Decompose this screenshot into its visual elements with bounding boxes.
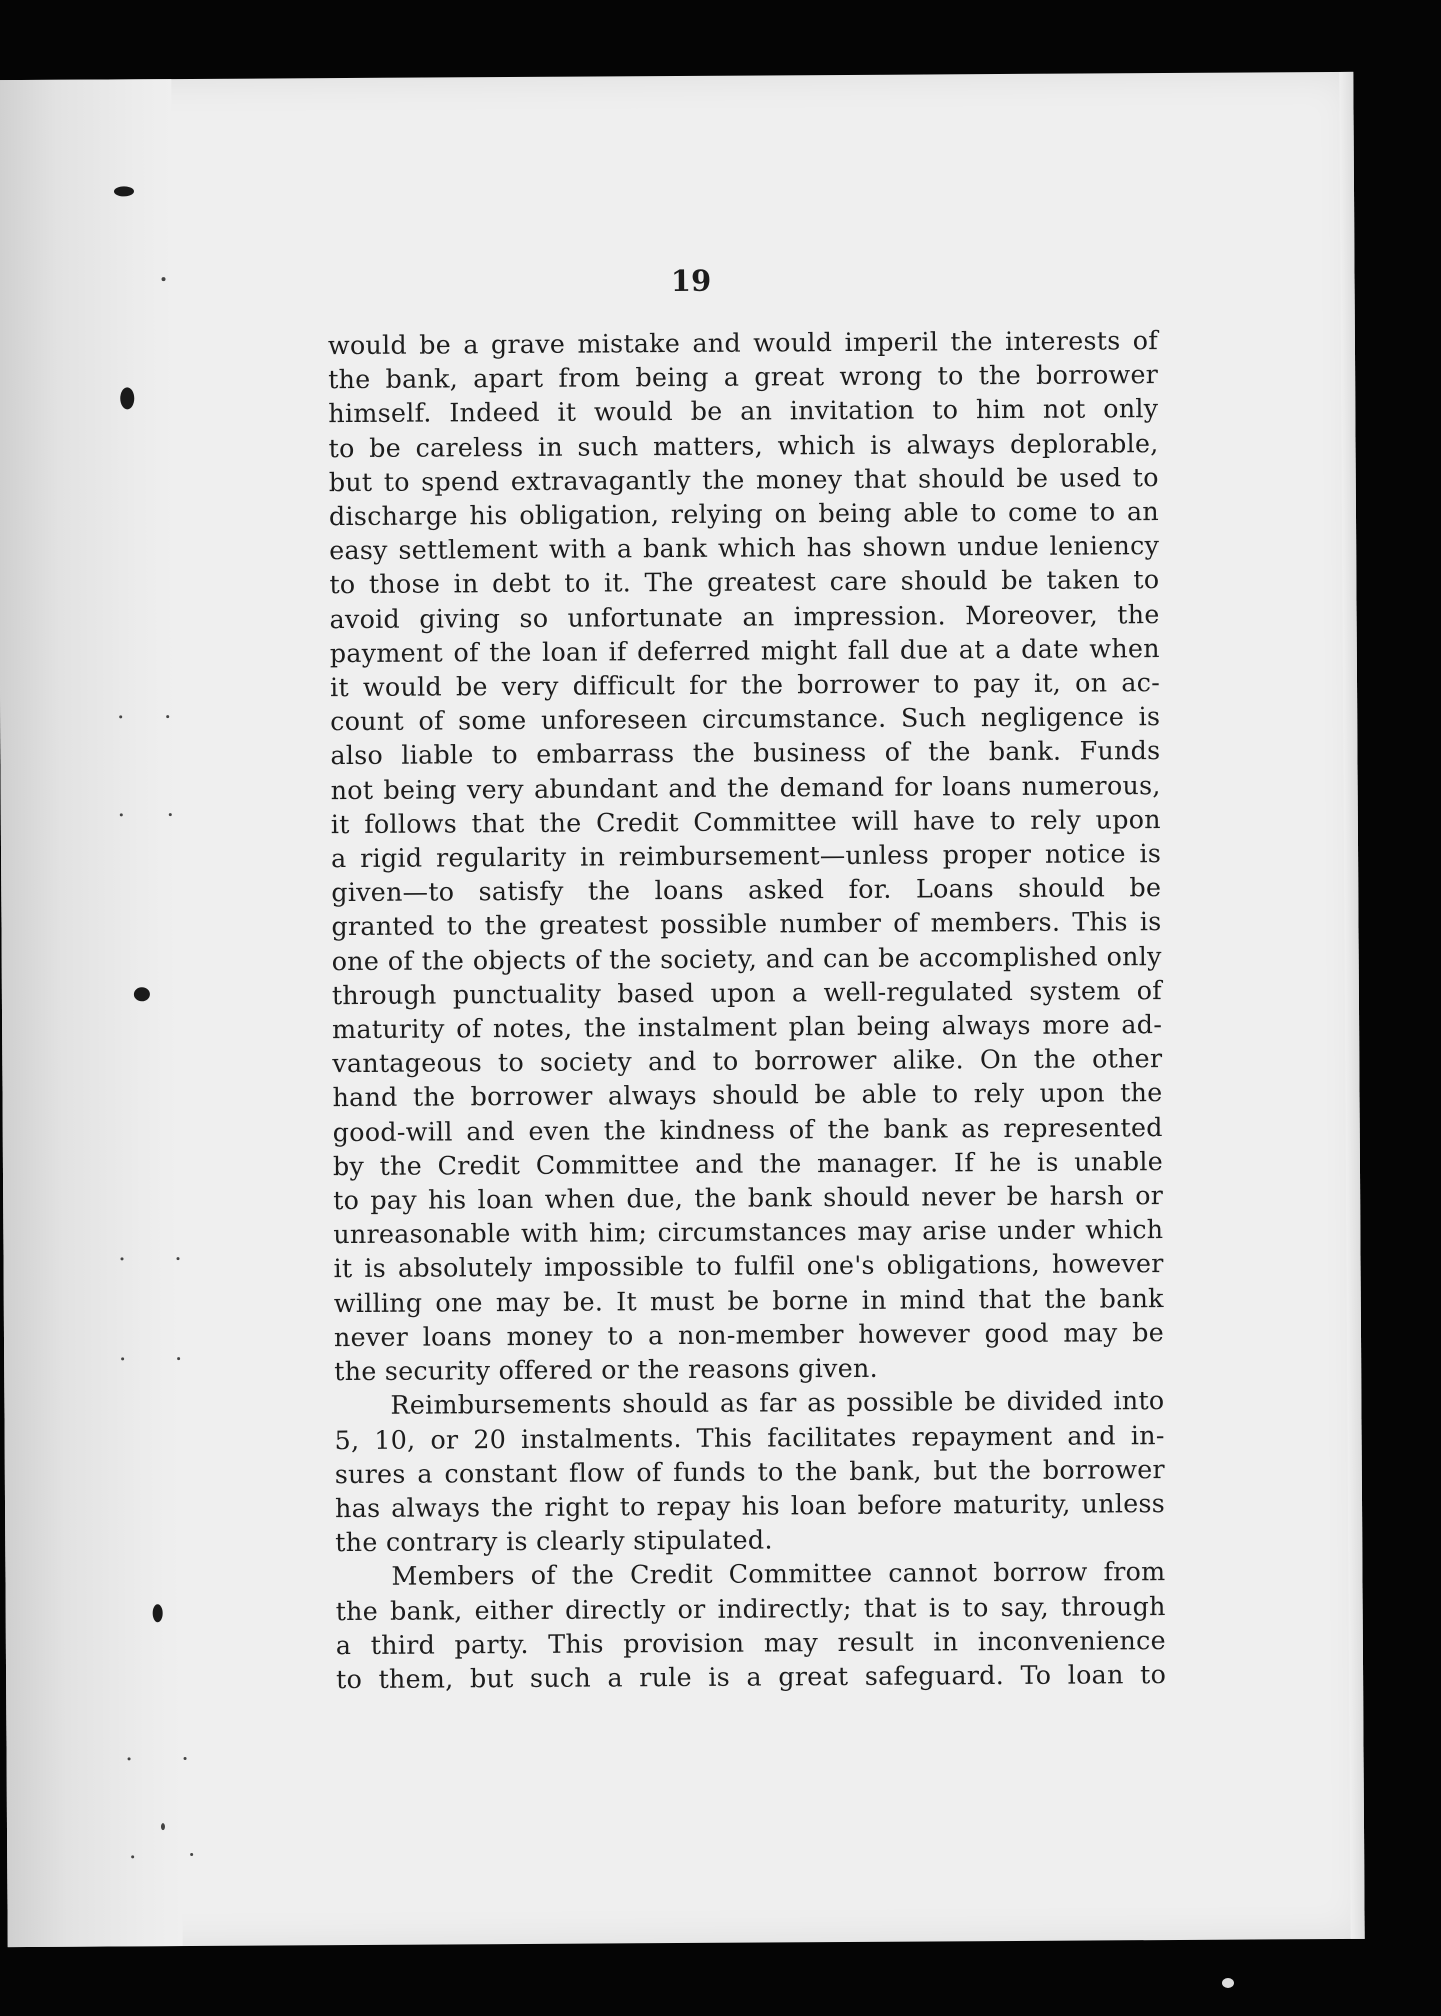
text-line: vantageous to society and to borrower alike. On the other [332, 1043, 1163, 1079]
text-line: to those in debt to it. The greatest care should be taken to [329, 564, 1160, 600]
text-line: good-will and even the kindness of the bank as represented [332, 1111, 1163, 1147]
text-line: willing one may be. It must be borne in mind that the bank [333, 1282, 1164, 1318]
text-line: a rigid regularity in reimbursement—unless proper notice is [330, 838, 1162, 874]
text-line: never loans money to a non-member however good may be [333, 1316, 1165, 1353]
page-edge-shadow [1339, 72, 1364, 1939]
gutter-mark [121, 1257, 124, 1260]
gutter-mark [184, 1757, 187, 1760]
binding-gutter [0, 79, 183, 1947]
body-text [328, 323, 1166, 1696]
text-line: easy settlement with a bank which has shown undue leniency [329, 530, 1160, 566]
text-line: by the Credit Committee and the manager. If he is unable [332, 1145, 1164, 1182]
scan-speck [1222, 1978, 1234, 1988]
text-line: the bank, apart from being a great wrong to the borrower [328, 359, 1159, 395]
text-line: unreasonable with him; circumstances may arise under which [333, 1214, 1164, 1250]
text-line: a third party. This provision may result in inconvenience [335, 1624, 1166, 1660]
text-line: the contrary is clearly stipulated. [335, 1524, 773, 1558]
text-line: has always the right to repay his loan before maturity, unless [334, 1487, 1166, 1524]
page-number: 19 [670, 263, 712, 299]
text-line: would be a grave mistake and would imperil the interests of [327, 325, 1159, 361]
text-line: granted to the greatest possible number of members. This is [331, 906, 1162, 942]
gutter-mark [121, 1357, 124, 1360]
text-line: sures a constant flow of funds to the bank, but the borrower [334, 1453, 1165, 1489]
gutter-mark [119, 715, 122, 718]
gutter-mark [166, 715, 169, 718]
text-line: discharge his obligation, relying on being able to come to an [328, 496, 1160, 532]
text-line: 5, 10, or 20 instalments. This facilitates repayment and in- [334, 1419, 1165, 1455]
gutter-mark [177, 1357, 180, 1360]
text-line: it is absolutely impossible to fulfil one's obligations, however [333, 1248, 1164, 1284]
gutter-mark [177, 1257, 180, 1260]
book-page [0, 72, 1365, 1947]
binding-hole [114, 186, 134, 196]
gutter-mark [120, 813, 123, 816]
text-line: himself. Indeed it would be an invitation to him not only [328, 393, 1159, 429]
text-line: to be careless in such matters, which is always deplorable, [328, 427, 1159, 463]
text-line: count of some unforeseen circumstance. Such negligence is [330, 701, 1161, 737]
text-line: payment of the loan if deferred might fall due at a date when [329, 632, 1160, 668]
text-line: one of the objects of the society, and can be accomplished only [331, 940, 1162, 976]
text-line: not being very abundant and the demand for loans numerous, [330, 769, 1161, 805]
text-line: Reimbursements should as far as possible be divided into [390, 1385, 1165, 1421]
text-line: to them, but such a rule is a great safeguard. To loan to [335, 1658, 1167, 1695]
text-line: also liable to embarrass the business of the bank. Funds [330, 735, 1161, 771]
text-line: to pay his loan when due, the bank should never be harsh or [333, 1180, 1164, 1216]
text-line: but to spend extravagantly the money that should be used to [328, 461, 1159, 497]
gutter-mark [169, 813, 172, 816]
gutter-mark [190, 1853, 193, 1856]
text-line: hand the borrower always should be able to rely upon the [332, 1077, 1163, 1113]
text-line: the security offered or the reasons given. [334, 1352, 878, 1387]
text-line: it follows that the Credit Committee will have to rely upon [330, 803, 1161, 839]
text-line: Members of the Credit Committee cannot borrow from [391, 1556, 1166, 1592]
text-line: through punctuality based upon a well-regulated system of [331, 974, 1162, 1010]
text-line: avoid giving so unfortunate an impression. Moreover, the [329, 598, 1160, 634]
gutter-mark [131, 1855, 134, 1858]
binding-hole [153, 1604, 163, 1622]
gutter-mark [161, 1823, 165, 1830]
text-line: maturity of notes, the instalment plan being always more ad- [332, 1009, 1163, 1045]
text-line: it would be very difficult for the borrower to pay it, on ac- [329, 667, 1161, 703]
gutter-mark [128, 1757, 131, 1760]
binding-hole [120, 387, 134, 409]
binding-hole [134, 987, 150, 1001]
text-line: the bank, either directly or indirectly; that is to say, through [335, 1590, 1166, 1626]
text-line: given—to satisfy the loans asked for. Loans should be [331, 872, 1162, 908]
